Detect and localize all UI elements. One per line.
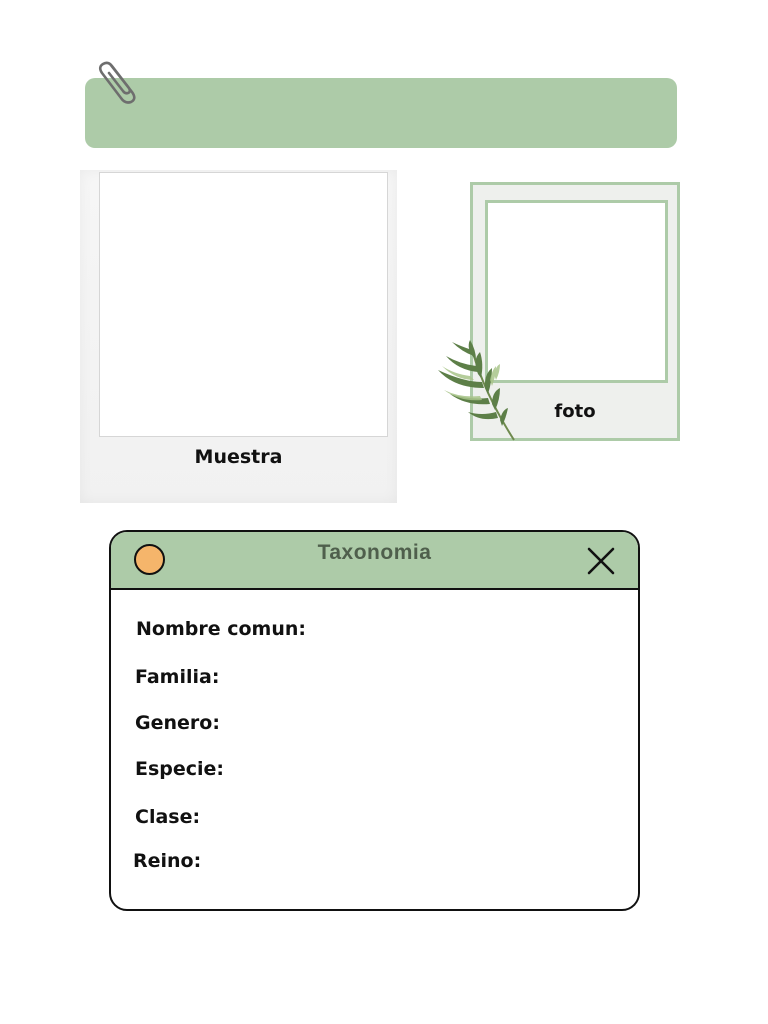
taxonomy-header bbox=[111, 532, 638, 590]
taxonomy-title: Taxonomia bbox=[317, 541, 432, 564]
field-label-familia: Familia: bbox=[135, 666, 220, 688]
field-label-especie: Especie: bbox=[135, 758, 225, 780]
sample-card bbox=[80, 170, 397, 503]
sample-caption: Muestra bbox=[194, 446, 283, 468]
photo-caption: foto bbox=[554, 401, 596, 422]
sample-image-placeholder[interactable] bbox=[99, 172, 388, 437]
field-label-nombre-comun: Nombre comun: bbox=[136, 618, 306, 640]
field-label-clase: Clase: bbox=[135, 806, 201, 828]
field-label-reino: Reino: bbox=[133, 850, 202, 872]
title-banner bbox=[85, 78, 677, 148]
rosemary-sprig-icon bbox=[430, 340, 520, 442]
paperclip-icon bbox=[96, 58, 144, 104]
close-icon[interactable] bbox=[587, 547, 615, 575]
field-label-genero: Genero: bbox=[135, 712, 220, 734]
taxonomy-window bbox=[109, 530, 640, 911]
